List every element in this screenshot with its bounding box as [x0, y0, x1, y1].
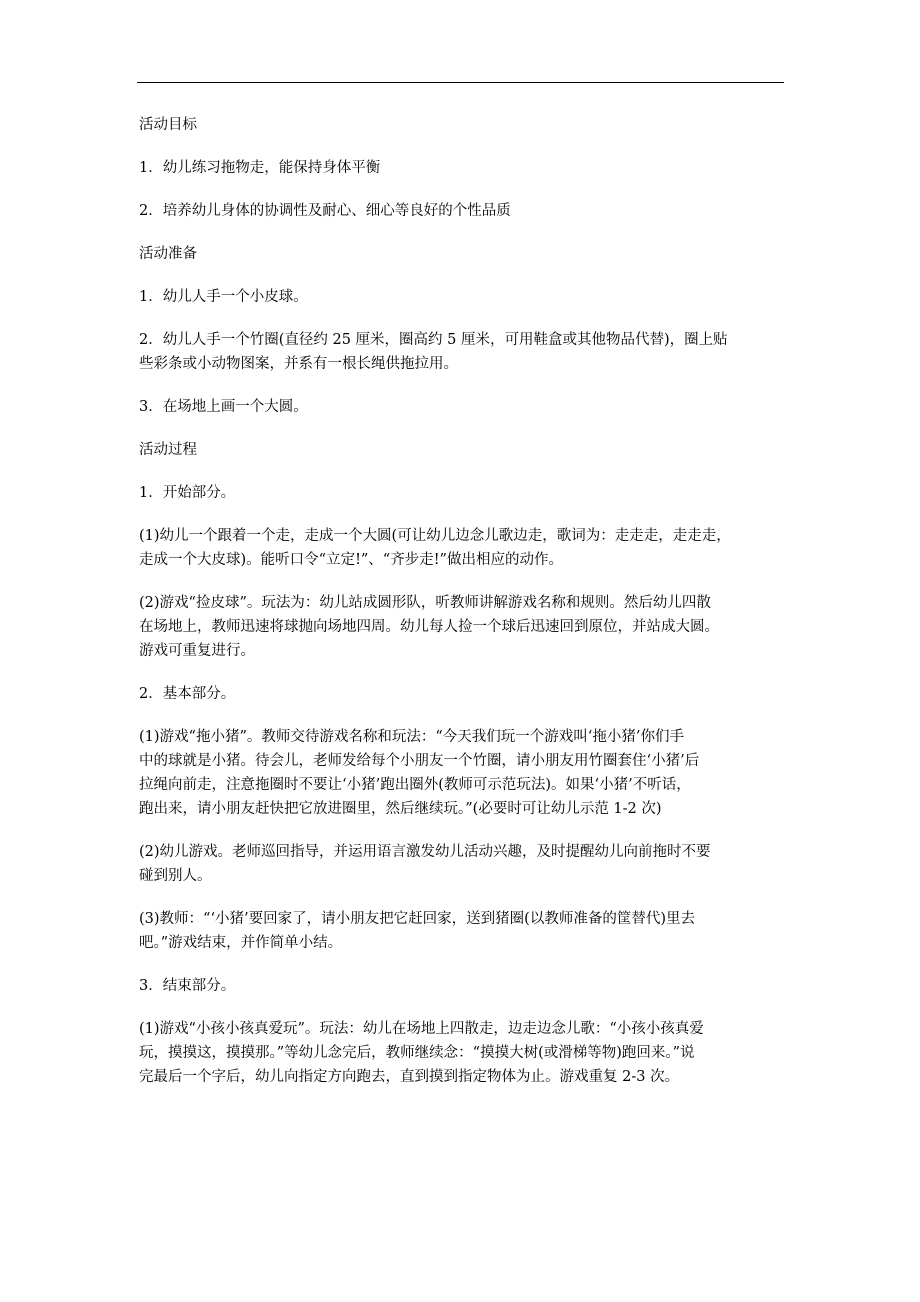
section-heading-preparation: 活动准备 [139, 246, 197, 262]
preparation-item: 1．幼儿人手一个小皮球。 [139, 289, 308, 305]
preparation-item: 2．幼儿人手一个竹圈(直径约 25 厘米，圈高约 5 厘米，可用鞋盒或其他物品代替)，圈上贴 些彩条或小动物图案，并系有一根长绳供拖拉用。 [139, 332, 728, 372]
process-subheading: 2．基本部分。 [139, 686, 236, 702]
section-heading-goals: 活动目标 [139, 117, 197, 133]
section-heading-process: 活动过程 [139, 442, 197, 458]
preparation-item: 3．在场地上画一个大圆。 [139, 399, 308, 415]
goal-item: 1．幼儿练习拖物走，能保持身体平衡 [139, 160, 381, 176]
process-step: (2)幼儿游戏。老师巡回指导，并运用语言激发幼儿活动兴趣，及时提醒幼儿向前拖时不要 碰到别人。 [139, 844, 711, 884]
process-step: (3)教师：“‘小猪’要回家了，请小朋友把它赶回家，送到猪圈(以教师准备的筐替代)里去 吧。”游戏结束，并作简单小结。 [139, 911, 695, 951]
process-step: (1)幼儿一个跟着一个走，走成一个大圆(可让幼儿边念儿歌边走，歌词为：走走走，走走走， 走成一个大皮球)。能听口令“立定!”、“齐步走!”做出相应的动作。 [139, 528, 731, 568]
header-rule [137, 82, 784, 83]
process-step: (1)游戏“小孩小孩真爱玩”。玩法：幼儿在场地上四散走，边走边念儿歌：“小孩小孩真爱 玩，摸摸这，摸摸那。”等幼儿念完后，教师继续念：“摸摸大树(或滑梯等物)跑回来。”说 完最后一个字后，幼儿向指定方向跑去，直到摸到指定物体为止。游戏重复 2-3 次。 [139, 1021, 704, 1085]
process-subheading: 1．开始部分。 [139, 485, 236, 501]
process-step: (2)游戏“捡皮球”。玩法为：幼儿站成圆形队，听教师讲解游戏名称和规则。然后幼儿四散 在场地上，教师迅速将球抛向场地四周。幼儿每人捡一个球后迅速回到原位，并站成大圆。 游戏可重复进行。 [139, 595, 719, 659]
process-subheading: 3．结束部分。 [139, 978, 236, 994]
goal-item: 2．培养幼儿身体的协调性及耐心、细心等良好的个性品质 [139, 203, 511, 219]
process-step: (1)游戏“拖小猪”。教师交待游戏名称和玩法：“今天我们玩一个游戏叫‘拖小猪’你们手 中的球就是小猪。待会儿，老师发给每个小朋友一个竹圈，请小朋友用竹圈套住‘小猪’后 拉绳向前走，注意拖圈时不要让‘小猪’跑出圈外(教师可示范玩法)。如果‘小猪’不听话， 跑出来，请小朋友赶快把它放进圈里，然后继续玩。”(必要时可让幼儿示范 1-2 次) [139, 729, 700, 817]
document-body [139, 113, 789, 1108]
